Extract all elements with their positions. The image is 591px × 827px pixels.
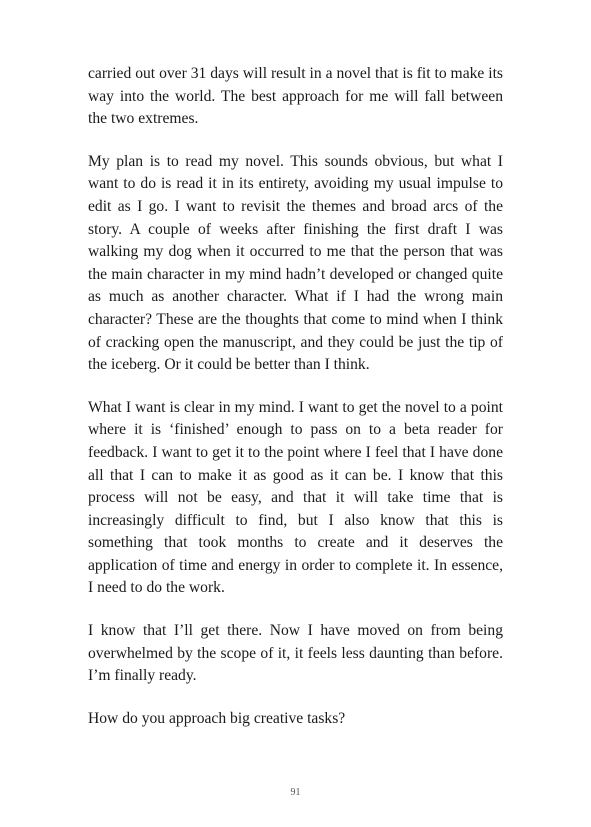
paragraph: carried out over 31 days will result in a novel that is fit to make its way into the world. The best approach for me will fall between the two extremes. <box>88 65 503 128</box>
body-text <box>88 63 503 730</box>
paragraph: What I want is clear in my mind. I want to get the novel to a point where it is ‘finished’ enough to pass on to a beta reader for feedback. I want to get it to the point where I feel that I have done all that I can to make it as good as it can be. I know that this process will not be easy, and that it will take time that is increasingly difficult to find, but I also know that this is something that took months to create and it deserves the application of time and energy in order to complete it. In essence, I need to do the work. <box>88 398 503 597</box>
paragraph: I know that I’ll get there. Now I have moved on from being overwhelmed by the scope of it, it feels less daunting than before. I’m finally ready. <box>88 622 503 685</box>
page-number: 91 <box>290 787 301 798</box>
paragraph: My plan is to read my novel. This sounds obvious, but what I want to do is read it in its entirety, avoiding my usual impulse to edit as I go. I want to revisit the themes and broad arcs of the story. A couple of weeks after finishing the first draft I was walking my dog when it occurred to me that the person that was the main character in my mind hadn’t developed or changed quite as much as another character. What if I had the wrong main character? These are the thoughts that come to mind when I think of cracking open the manuscript, and they could be just the tip of the iceberg. Or it could be better than I think. <box>88 152 503 374</box>
paragraph: How do you approach big creative tasks? <box>88 709 346 727</box>
